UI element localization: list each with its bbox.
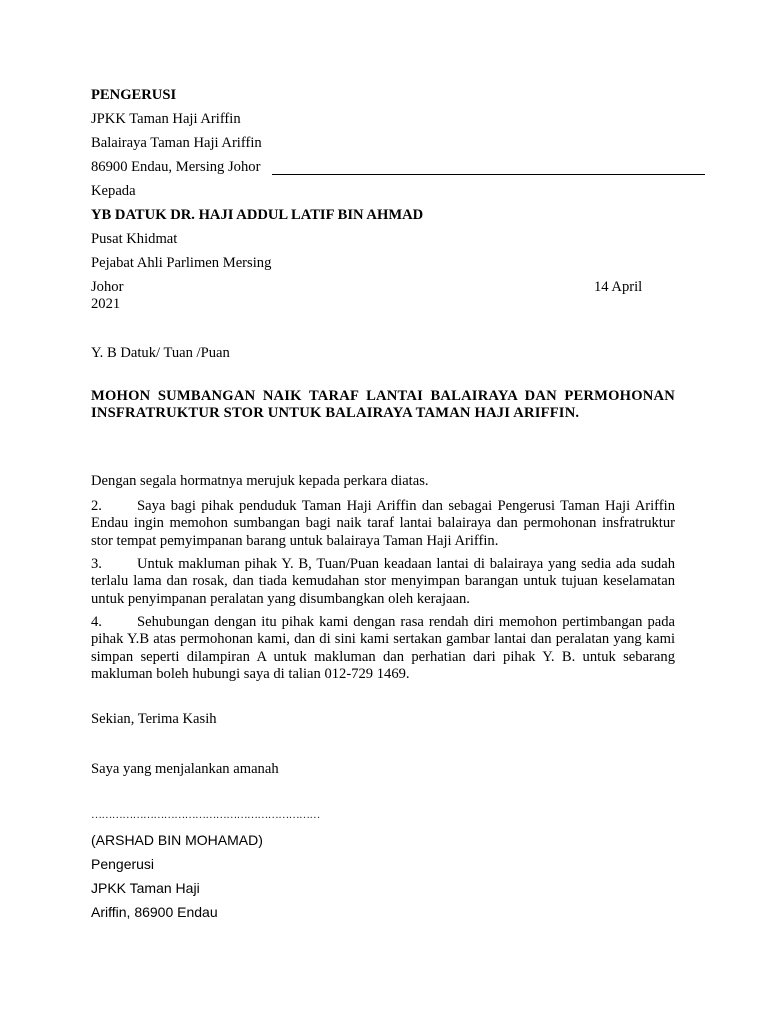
recipient-name: YB DATUK DR. HAJI ADDUL LATIF BIN AHMAD bbox=[91, 207, 424, 223]
paragraph-2 bbox=[91, 498, 675, 550]
subject-heading: MOHON SUMBANGAN NAIK TARAF LANTAI BALAIRAYA DAN PERMOHONAN INSFRATRUKTUR STOR UNTUK BALAIRAYA TAMAN HAJI ARIFFIN. bbox=[91, 388, 675, 422]
paragraph-3-text: Untuk makluman pihak Y. B, Tuan/Puan keadaan lantai di balairaya yang sedia ada sudah terlalu lama dan rosak, dan tiada kemudahan stor menyimpan barangan untuk tujuan keselamatan untuk penyimpanan peralatan yang disumbangkan oleh kerajaan. bbox=[91, 556, 675, 607]
salutation: Y. B Datuk/ Tuan /Puan bbox=[91, 345, 230, 361]
closing-trust: Saya yang menjalankan amanah bbox=[91, 761, 279, 777]
signer-org-line-1: JPKK Taman Haji bbox=[91, 880, 200, 896]
signer-org-line-2: Ariffin, 86900 Endau bbox=[91, 904, 218, 920]
signer-role: Pengerusi bbox=[91, 856, 155, 872]
paragraph-3-number: 3. bbox=[91, 556, 102, 572]
sender-address: 86900 Endau, Mersing Johor bbox=[91, 159, 261, 175]
sender-org: JPKK Taman Haji Ariffin bbox=[91, 111, 241, 127]
sender-place: Balairaya Taman Haji Ariffin bbox=[91, 135, 262, 151]
paragraph-4-text: Sehubungan dengan itu pihak kami dengan rasa rendah diri memohon pertimbangan pada pihak Y.B atas permohonan kami, dan di sini kami sertakan gambar lantai dan peralatan yang kami simpan seperti dilampiran A untuk makluman dan perhatian dari pihak Y. B. untuk sebarang makluman boleh hubungi saya di talian 012-729 1469. bbox=[91, 614, 675, 683]
recipient-line-3: Johor bbox=[91, 279, 124, 295]
letter-date: 14 April bbox=[594, 279, 643, 295]
sender-title: PENGERUSI bbox=[91, 87, 177, 103]
paragraph-2-text: Saya bagi pihak penduduk Taman Haji Ariffin dan sebagai Pengerusi Taman Haji Ariffin Endau ingin memohon sumbangan bagi naik taraf lantai balairaya dan permohonan insfratruktur stor tempat pemyimpanan barang untuk balairaya Taman Haji Ariffin. bbox=[91, 498, 675, 549]
header-divider bbox=[272, 174, 705, 175]
paragraph-4-number: 4. bbox=[91, 614, 102, 630]
recipient-to-label: Kepada bbox=[91, 183, 136, 199]
letter-year: 2021 bbox=[91, 296, 121, 312]
paragraph-2-number: 2. bbox=[91, 498, 102, 514]
closing-thanks: Sekian, Terima Kasih bbox=[91, 711, 217, 727]
paragraph-4 bbox=[91, 614, 675, 684]
recipient-line-2: Pejabat Ahli Parlimen Mersing bbox=[91, 255, 272, 271]
paragraph-3 bbox=[91, 556, 675, 608]
recipient-line-1: Pusat Khidmat bbox=[91, 231, 178, 247]
signer-name: (ARSHAD BIN MOHAMAD) bbox=[91, 832, 263, 848]
signature-dots: ………………………………………………………… bbox=[91, 809, 320, 821]
body-opening: Dengan segala hormatnya merujuk kepada perkara diatas. bbox=[91, 473, 429, 489]
